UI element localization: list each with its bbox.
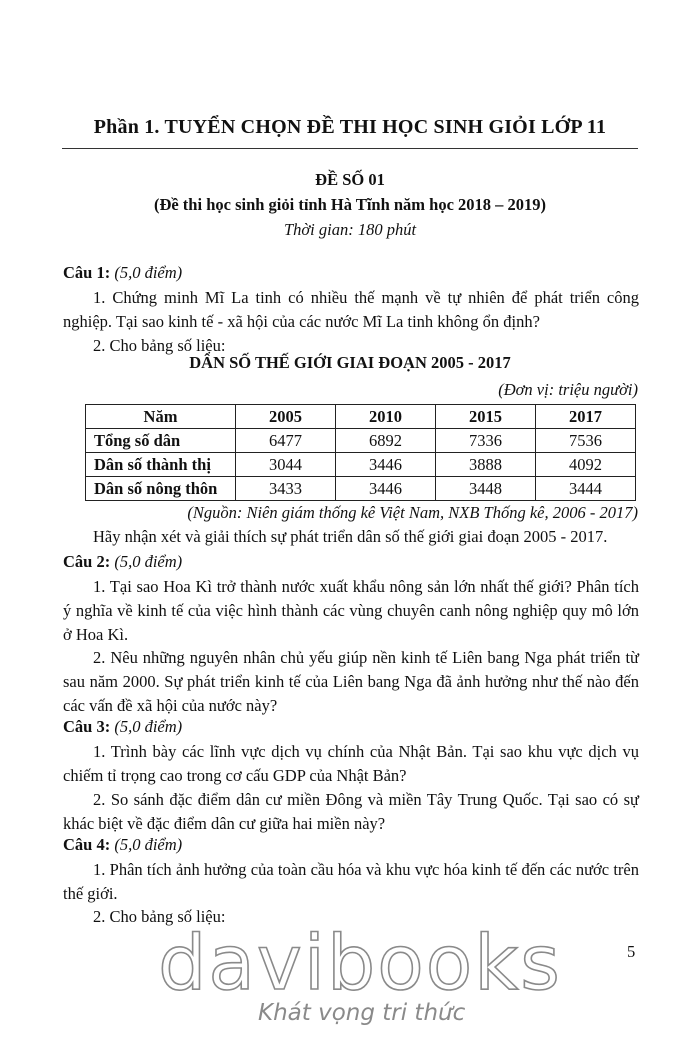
table-cell: 3446 [336,477,436,501]
table-cell: 6892 [336,429,436,453]
question-3-score: (5,0 điểm) [114,717,183,736]
question-4-item-1: 1. Phân tích ảnh hưởng của toàn cầu hóa và khu vực hóa kinh tế đến các nước trên thế giới. [63,860,639,903]
exam-subtitle: (Đề thi học sinh giỏi tỉnh Hà Tĩnh năm học 2018 – 2019) [153,195,547,214]
population-table [85,404,636,501]
table-cell: 3444 [536,477,636,501]
table-cell: 6477 [236,429,336,453]
question-2-item-1: 1. Tại sao Hoa Kì trở thành nước xuất khẩu nông sản lớn nhất thế giới? Phân tích ý nghĩa về kinh tế của việc hình thành các vùng chuyên canh nông nghiệp quy mô lớn ở Hoa Kì. [63,577,639,644]
question-1-heading [63,263,182,283]
table-row [86,477,636,501]
table-header-cell: 2005 [236,405,336,429]
title-rule [62,148,638,149]
table-title: DÂN SỐ THẾ GIỚI GIAI ĐOẠN 2005 - 2017 [189,353,511,372]
table-cell: 3433 [236,477,336,501]
table-header-cell: Năm [86,405,236,429]
question-3-label: Câu 3: [63,717,111,736]
question-4-item-2: 2. Cho bảng số liệu: [93,907,226,926]
question-3-heading [63,717,182,737]
table-cell: 7336 [436,429,536,453]
table-cell: 7536 [536,429,636,453]
table-cell: 3888 [436,453,536,477]
page-number: 5 [627,942,636,961]
table-cell: 3446 [336,453,436,477]
table-row [86,429,636,453]
table-cell: 3044 [236,453,336,477]
question-2-score: (5,0 điểm) [114,552,183,571]
table-header-cell: 2010 [336,405,436,429]
question-1-task: Hãy nhận xét và giải thích sự phát triển dân số thế giới giai đoạn 2005 - 2017. [93,527,608,546]
question-1-item-2: 2. Cho bảng số liệu: [93,336,226,355]
table-row-label: Dân số nông thôn [86,477,236,501]
question-3-item-1: 1. Trình bày các lĩnh vực dịch vụ chính của Nhật Bản. Tại sao khu vực dịch vụ chiếm tỉ trọng cao trong cơ cấu GDP của Nhật Bản? [63,742,639,785]
watermark-logo: davibooks [158,918,562,1007]
question-2-label: Câu 2: [63,552,111,571]
part-title: Phần 1. TUYỂN CHỌN ĐỀ THI HỌC SINH GIỎI LỚP 11 [93,116,607,138]
table-cell: 3448 [436,477,536,501]
question-1-label: Câu 1: [63,263,111,282]
question-3-item-2: 2. So sánh đặc điểm dân cư miền Đông và miền Tây Trung Quốc. Tại sao có sự khác biệt về đặc điểm dân cư giữa hai miền này? [63,790,639,833]
exam-time: Thời gian: 180 phút [283,220,417,239]
watermark-tagline: Khát vọng tri thức [258,1000,466,1026]
table-row-label: Tổng số dân [86,429,236,453]
table-header-row [86,405,636,429]
table-source: (Nguồn: Niên giám thống kê Việt Nam, NXB Thống kê, 2006 - 2017) [187,503,638,522]
question-4-label: Câu 4: [63,835,111,854]
table-row [86,453,636,477]
table-header-cell: 2015 [436,405,536,429]
question-1-item-1: 1. Chứng minh Mĩ La tinh có nhiều thế mạnh về tự nhiên để phát triển công nghiệp. Tại sao kinh tế - xã hội của các nước Mĩ La tinh không ổn định? [63,288,639,331]
question-4-score: (5,0 điểm) [114,835,183,854]
question-2-heading [63,552,182,572]
table-unit: (Đơn vị: triệu người) [498,380,638,399]
question-2-item-2: 2. Nêu những nguyên nhân chủ yếu giúp nền kinh tế Liên bang Nga phát triển từ sau năm 2000. Sự phát triển kinh tế của Liên bang Nga đã ảnh hưởng như thế nào đến các vấn đề xã hội của nước này? [63,648,639,715]
question-1-score: (5,0 điểm) [114,263,183,282]
table-cell: 4092 [536,453,636,477]
exam-number: ĐỀ SỐ 01 [315,170,385,189]
table-row-label: Dân số thành thị [86,453,236,477]
question-4-heading [63,835,182,855]
table-header-cell: 2017 [536,405,636,429]
